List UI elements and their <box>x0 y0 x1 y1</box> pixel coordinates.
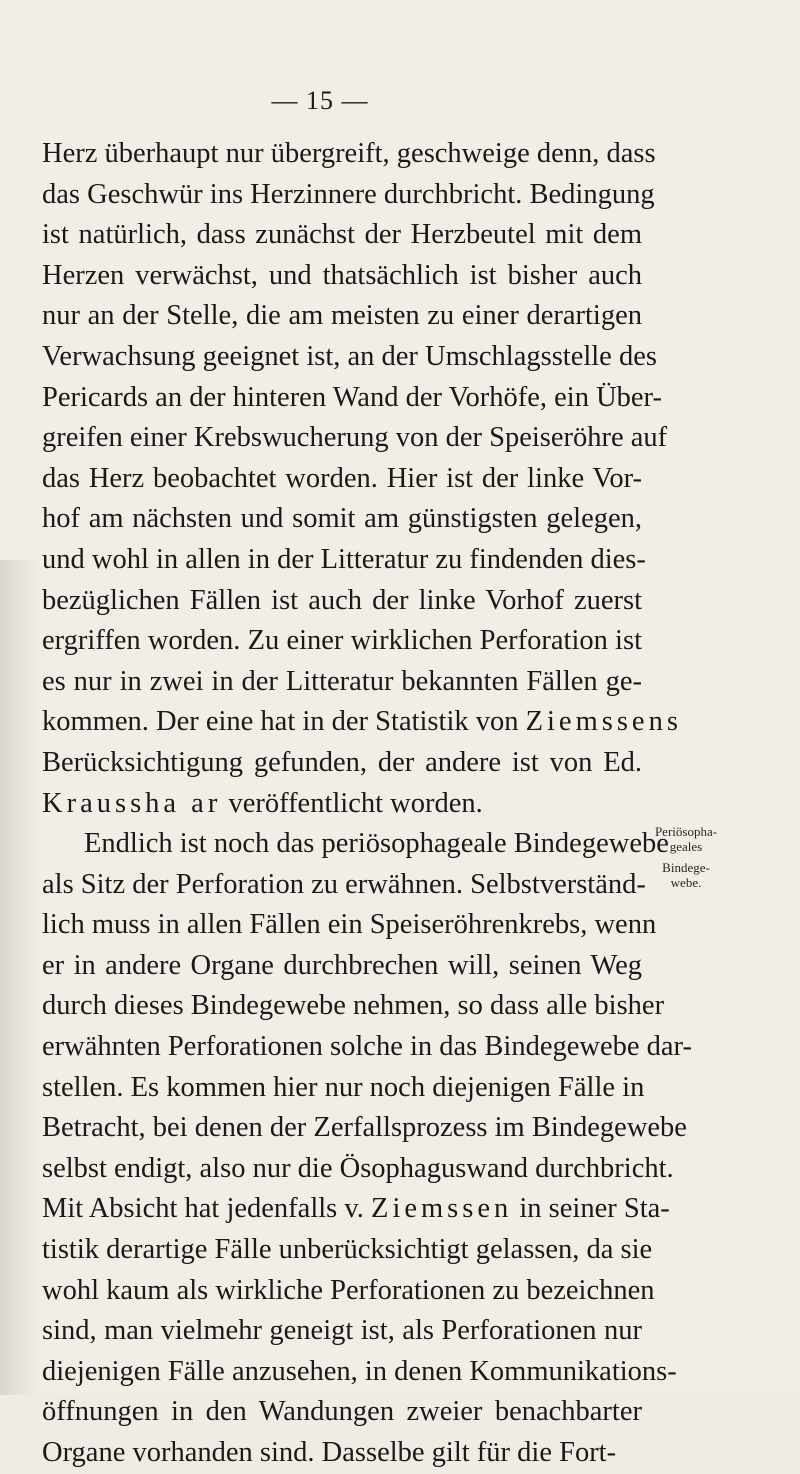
text-line: Berücksichtigung gefunden, der andere ist von Ed. <box>42 746 642 778</box>
page-number: — 15 — <box>271 86 369 115</box>
paragraph-first-line: Endlich ist noch das periösophageale Bindegewebe <box>84 828 669 860</box>
margin-note-line: webe. <box>670 875 702 890</box>
text-line: ergriffen worden. Zu einer wirklichen Perforation ist <box>42 625 642 657</box>
text-line <box>42 1189 670 1230</box>
text-line: nur an der Stelle, die am meisten zu einer derartigen <box>42 300 642 332</box>
text-line: greifen einer Krebswucherung von der Speiseröhre auf <box>42 422 668 454</box>
text-line: Pericards an der hinteren Wand der Vorhöfe, ein Über- <box>42 381 662 413</box>
text-line: lich muss in allen Fällen ein Speiseröhrenkrebs, wenn <box>42 909 657 941</box>
text-line: erwähnten Perforationen solche in das Bindegewebe dar- <box>42 1031 692 1063</box>
margin-note <box>646 824 726 890</box>
text-line: selbst endigt, also nur die Ösophaguswand durchbricht. <box>42 1152 674 1184</box>
text-line: als Sitz der Perforation zu erwähnen. Selbstverständ- <box>42 868 646 900</box>
margin-note-line: geales <box>669 839 703 854</box>
text-line: öffnungen in den Wandungen zweier benachbarter <box>42 1396 642 1428</box>
text-line: das Herz beobachtet worden. Hier ist der linke Vor- <box>42 462 642 494</box>
binding-shadow <box>0 560 40 1395</box>
text-line: Verwachsung geeignet ist, an der Umschlagsstelle des <box>42 340 657 372</box>
author-name-ziemssen: Ziemssen <box>371 1193 513 1225</box>
text-line: und wohl in allen in der Litteratur zu findenden dies- <box>42 543 646 575</box>
author-name-krausshaar: Kraussha ar <box>42 787 222 819</box>
text-line: ist natürlich, dass zunächst der Herzbeutel mit dem <box>42 219 642 251</box>
text-fragment: veröffentlicht worden. <box>228 787 483 819</box>
text-line: er in andere Organe durchbrechen will, seinen Weg <box>42 949 642 981</box>
text-line: stellen. Es kommen hier nur noch diejenigen Fälle in <box>42 1071 645 1103</box>
margin-note-line: Periösopha- <box>654 824 718 839</box>
text-line: diejenigen Fälle anzusehen, in denen Kommunikations- <box>42 1355 677 1387</box>
margin-note-line: Bindege- <box>662 860 710 875</box>
text-line: Herzen verwächst, und thatsächlich ist bisher auch <box>42 259 642 291</box>
text-fragment: kommen. Der eine hat in der Statistik von <box>42 706 519 738</box>
text-line: es nur in zwei in der Litteratur bekannten Fällen ge- <box>42 665 642 697</box>
author-name-ziemssens: Ziemssens <box>525 706 682 738</box>
text-line: Herz überhaupt nur übergreift, geschweige denn, dass <box>42 138 656 169</box>
text-line: tistik derartige Fälle unberücksichtigt gelassen, da sie <box>42 1234 653 1266</box>
text-line: Betracht, bei denen der Zerfallsprozess im Bindegewebe <box>42 1112 687 1144</box>
text-line: Organe vorhanden sind. Dasselbe gilt für die Fort- <box>42 1437 617 1468</box>
text-line <box>42 784 642 825</box>
text-line: sind, man vielmehr geneigt ist, als Perforationen nur <box>42 1315 642 1347</box>
text-fragment: Mit Absicht hat jedenfalls v. <box>42 1193 364 1225</box>
text-line: hof am nächsten und somit am günstigsten gelegen, <box>42 503 642 535</box>
text-line: das Geschwür ins Herzinnere durchbricht. Bedingung <box>42 178 655 210</box>
text-line: durch dieses Bindegewebe nehmen, so dass alle bisher <box>42 990 665 1022</box>
text-line: wohl kaum als wirkliche Perforationen zu bezeichnen <box>42 1274 655 1306</box>
text-line: bezüglichen Fällen ist auch der linke Vorhof zuerst <box>42 584 642 616</box>
text-fragment: in seiner Sta- <box>519 1193 670 1225</box>
text-line <box>42 702 682 743</box>
